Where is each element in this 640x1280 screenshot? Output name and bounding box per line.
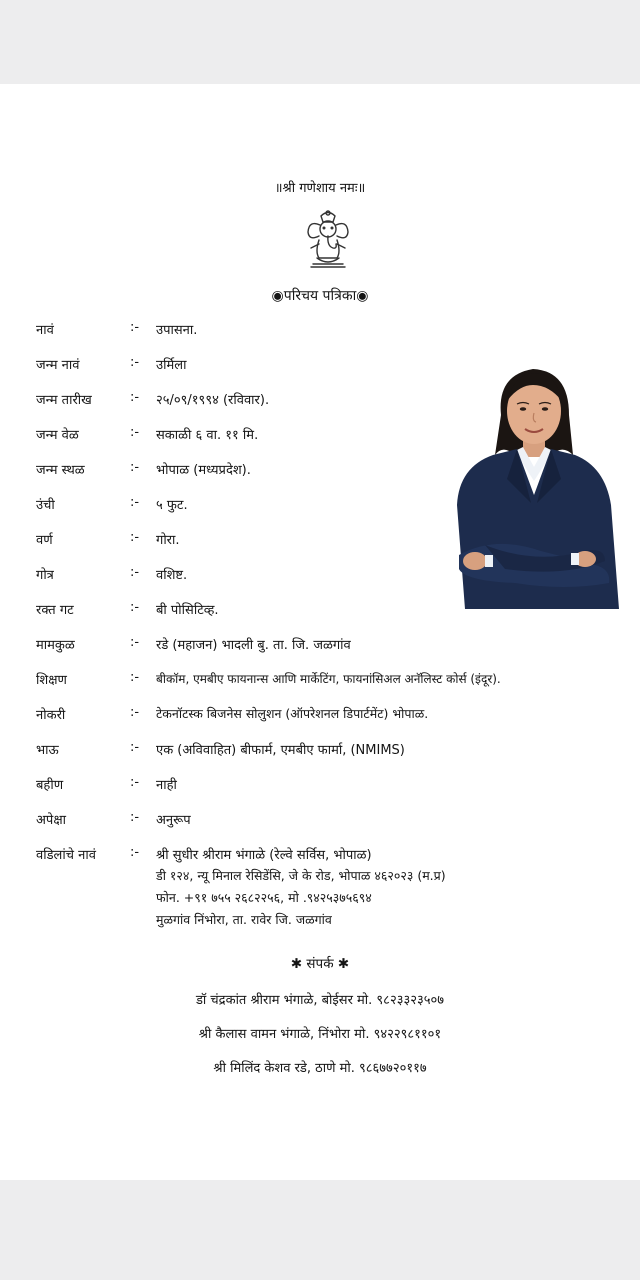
detail-label: जन्म स्थळ xyxy=(36,463,85,478)
detail-value: बी पोसिटिव्ह. xyxy=(156,603,219,618)
detail-value: एक (अविवाहित) बीफार्म, एमबीए फार्मा, (NMIMS) xyxy=(156,743,405,758)
detail-label: वडिलांचे नावं xyxy=(36,848,96,863)
detail-label: वर्ण xyxy=(36,533,53,548)
detail-separator: :- xyxy=(130,565,140,580)
detail-value: नाही xyxy=(156,778,177,793)
contact-heading: ✱ संपर्क ✱ xyxy=(290,956,350,972)
father-address-line: डी १२४, न्यू मिनाल रेसिडेंसि, जे के रोड, भोपाळ ४६२०२३ (म.प्र) xyxy=(156,868,446,883)
detail-value: अनुरूप xyxy=(156,813,191,828)
detail-separator: :- xyxy=(130,635,140,650)
detail-separator: :- xyxy=(130,530,140,545)
detail-separator: :- xyxy=(130,705,140,720)
detail-separator: :- xyxy=(130,670,140,685)
detail-value: उर्मिला xyxy=(156,358,187,373)
detail-label: मामकुळ xyxy=(36,638,75,653)
detail-value: श्री सुधीर श्रीराम भंगाळे (रेल्वे सर्विस, भोपाळ) xyxy=(156,848,372,863)
detail-label: शिक्षण xyxy=(36,673,67,688)
detail-separator: :- xyxy=(130,355,140,370)
invocation-heading: ॥श्री गणेशाय नमः॥ xyxy=(274,181,366,196)
detail-label: नोकरी xyxy=(36,708,66,723)
detail-value: ५ फुट. xyxy=(156,498,188,513)
detail-separator: :- xyxy=(130,775,140,790)
detail-separator: :- xyxy=(130,320,140,335)
detail-separator: :- xyxy=(130,845,140,860)
contact-line: श्री कैलास वामन भंगाळे, निंभोरा मो. ९४२२९८११०१ xyxy=(198,1027,442,1042)
detail-value: गोरा. xyxy=(156,533,180,548)
detail-label: रक्त गट xyxy=(36,603,74,618)
detail-value: भोपाळ (मध्यप्रदेश). xyxy=(156,463,251,478)
detail-separator: :- xyxy=(130,600,140,615)
detail-separator: :- xyxy=(130,425,140,440)
detail-label: बहीण xyxy=(36,778,64,793)
detail-value: वशिष्ट. xyxy=(156,568,188,583)
detail-separator: :- xyxy=(130,810,140,825)
biodata-page xyxy=(0,84,640,1180)
detail-label: जन्म वेळ xyxy=(36,428,79,443)
detail-label: अपेक्षा xyxy=(36,813,67,828)
contact-line: डॉ चंद्रकांत श्रीराम भंगाळे, बोईसर मो. ९८२३३२३५०७ xyxy=(195,993,445,1008)
native-place-line: मुळगांव निंभोरा, ता. रावेर जि. जळगांव xyxy=(156,912,332,927)
page-title: ◉परिचय पत्रिका◉ xyxy=(271,288,369,304)
detail-separator: :- xyxy=(130,390,140,405)
detail-label: भाऊ xyxy=(36,743,59,758)
detail-label: जन्म नावं xyxy=(36,358,80,373)
detail-label: नावं xyxy=(36,323,54,338)
detail-separator: :- xyxy=(130,460,140,475)
detail-value: सकाळी ६ वा. ११ मि. xyxy=(156,428,259,443)
detail-value: उपासना. xyxy=(156,323,198,338)
detail-label: जन्म तारीख xyxy=(36,393,92,408)
ganesha-icon xyxy=(303,208,353,270)
detail-separator: :- xyxy=(130,495,140,510)
detail-value: बीकॉम, एमबीए फायनान्स आणि मार्केटिंग, फायनांसिअल अनॅलिस्ट कोर्स (इंदूर). xyxy=(156,672,501,686)
contact-line: श्री मिलिंद केशव रडे, ठाणे मो. ९८६७७२०११७ xyxy=(213,1061,427,1076)
detail-value: रडे (महाजन) भादली बु. ता. जि. जळगांव xyxy=(156,638,351,653)
father-phone-line: फोन. +९१ ७५५ २६८२२५६, मो .९४२५३७५६९४ xyxy=(156,890,372,905)
detail-value: टेकनॉटस्क बिजनेस सोलुशन (ऑपरेशनल डिपार्टमेंट) भोपाळ. xyxy=(156,706,429,721)
detail-value: २५/०९/१९९४ (रविवार). xyxy=(156,393,270,408)
detail-separator: :- xyxy=(130,740,140,755)
detail-label: गोत्र xyxy=(36,568,54,583)
detail-label: उंची xyxy=(36,498,55,513)
profile-photo xyxy=(445,355,619,609)
